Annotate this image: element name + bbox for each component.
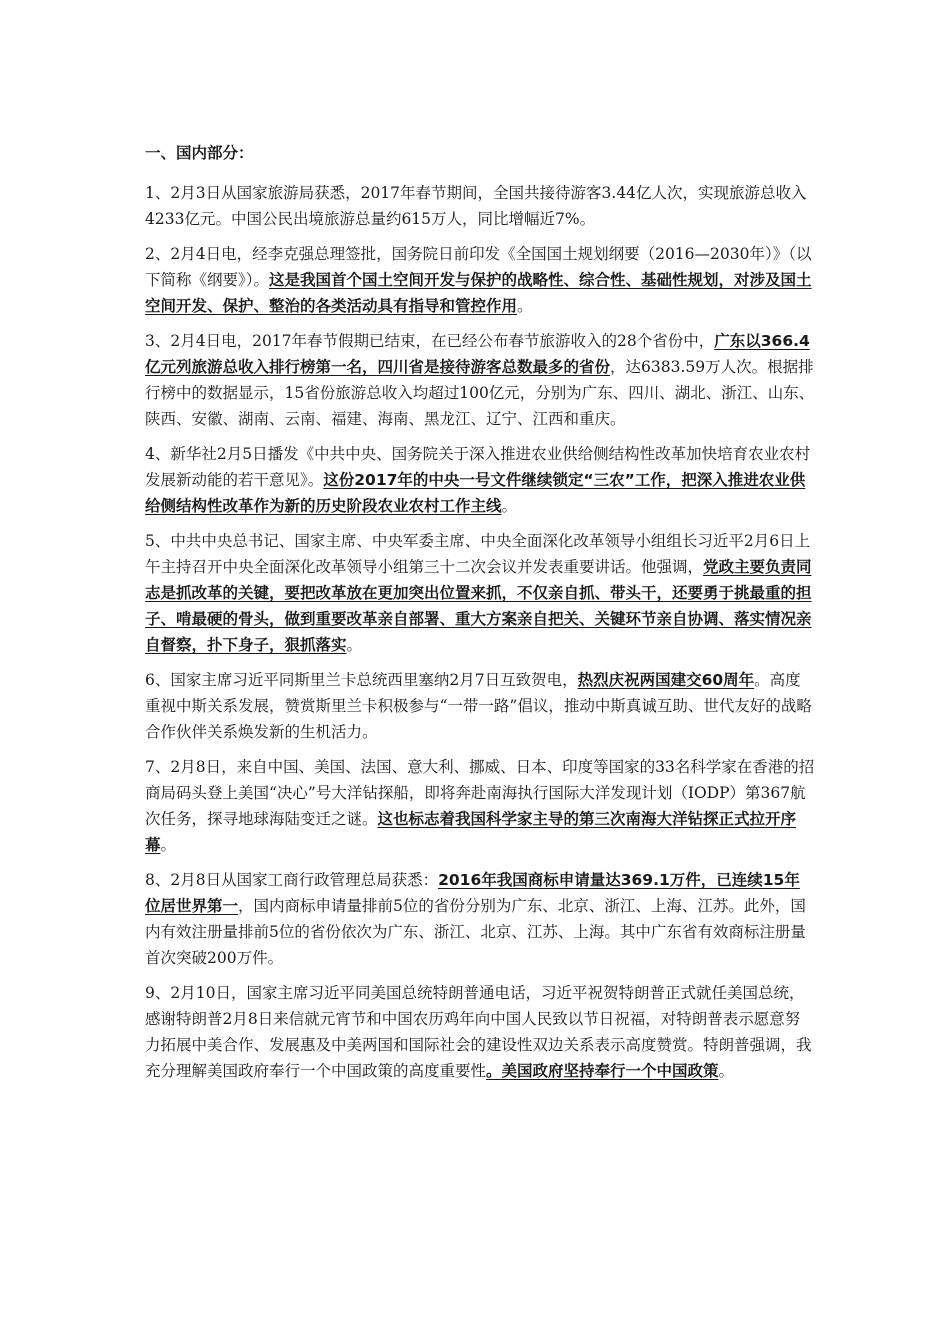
body-text: 6、国家主席习近平同斯里兰卡总统西里塞纳2月7日互致贺电，	[145, 671, 578, 689]
news-item-8	[145, 867, 815, 971]
section-heading: 一、国内部分：	[145, 144, 254, 162]
body-text: 8、2月8日从国家工商行政管理总局获悉：	[145, 871, 439, 889]
body-text: 2、2月4日电，经李克强总理签批，国务院日前印发《全国国土规划纲要（2016—2030年）》（以下简称《纲要》）。	[145, 245, 812, 289]
highlighted-text: 这是我国首个国土空间开发与保护的战略性、综合性、基础性规划，对涉及国土空间开发、保护、整治的各类活动具有指导和管控作用	[145, 271, 812, 315]
news-item-9	[145, 980, 815, 1084]
news-item-5	[145, 528, 815, 658]
news-item-1	[145, 180, 815, 232]
body-text: 9、2月10日，国家主席习近平同美国总统特朗普通电话，习近平祝贺特朗普正式就任美国总统，感谢特朗普2月8日来信就元宵节和中国农历鸡年向中国人民致以节日祝福，对特朗普表示愿意努力拓展中美合作、发展惠及中美两国和国际社会的建设性双边关系表示高度赞赏。特朗普强调，我充分理解美国政府奉行一个中国政策的高度重要性	[145, 984, 812, 1080]
news-item-7	[145, 754, 815, 858]
body-text: 。	[718, 1062, 735, 1080]
body-text: 7、2月8日，来自中国、美国、法国、意大利、挪威、日本、印度等国家的33名科学家在香港的招商局码头登上美国“决心”号大洋钻探船，即将奔赴南海执行国际大洋发现计划（IODP）第367航次任务，探寻地球海陆变迁之谜。	[145, 758, 815, 828]
highlighted-text: 热烈庆祝两国建交60周年	[577, 671, 755, 689]
highlighted-text: 广东以366.4亿元列旅游总收入排行榜第一名，四川省是接待游客总数最多的省份	[145, 332, 810, 376]
highlighted-text: 这也标志着我国科学家主导的第三次南海大洋钻探正式拉开序幕	[145, 810, 797, 854]
news-item-4	[145, 441, 815, 519]
body-text: 。	[517, 297, 533, 315]
document-page	[145, 140, 815, 1093]
body-text: ，国内商标申请量排前5位的省份分别为广东、北京、浙江、上海、江苏。此外，国内有效注册量排前5位的省份依次为广东、浙江、北京、江苏、上海。其中广东省有效商标注册量首次突破200万件。	[145, 897, 806, 967]
body-text: ，达6383.59万人次。根据排行榜中的数据显示，15省份旅游总收入均超过100亿元，分别为广东、四川、湖北、浙江、山东、陕西、安徽、湖南、云南、福建、海南、黑龙江、辽宁、江西和重庆。	[145, 358, 815, 428]
body-text: 。	[160, 836, 177, 854]
news-item-2	[145, 241, 815, 319]
news-item-6	[145, 667, 815, 745]
body-text: 。	[501, 497, 518, 515]
highlighted-text: 2016年我国商标申请量达369.1万件，已连续15年位居世界第一	[145, 871, 800, 915]
body-text: 5、中共中央总书记、国家主席、中央军委主席、中央全面深化改革领导小组组长习近平2月6日上午主持召开中央全面深化改革领导小组第三十二次会议并发表重要讲话。他强调，	[145, 532, 811, 576]
highlighted-text: 党政主要负责同志是抓改革的关键，要把改革放在更加突出位置来抓，不仅亲自抓、带头干，还要勇于挑最重的担子、啃最硬的骨头，做到重要改革亲自部署、重大方案亲自把关、关键环节亲自协调、落实情况亲自督察，扑下身子，狠抓落实	[145, 558, 812, 654]
highlighted-text: 。美国政府坚持奉行一个中国政策	[486, 1062, 719, 1080]
body-text: 3、2月4日电，2017年春节假期已结束，在已经公布春节旅游收入的28个省份中，	[145, 332, 715, 350]
body-text: 。	[346, 636, 363, 654]
body-text: 4、新华社2月5日播发《中共中央、国务院关于深入推进农业供给侧结构性改革加快培育农业农村发展新动能的若干意见》。	[145, 445, 811, 489]
body-text: 。高度重视中斯关系发展，赞赏斯里兰卡积极参与“一带一路”倡议，推动中斯真诚互助、世代友好的战略合作伙伴关系焕发新的生机活力。	[145, 671, 812, 741]
news-item-3	[145, 328, 815, 432]
news-list	[145, 180, 815, 1084]
highlighted-text: 这份2017年的中央一号文件继续锁定“三农”工作，把深入推进农业供给侧结构性改革作为新的历史阶段农业农村工作主线	[145, 471, 806, 515]
body-text: 1、2月3日从国家旅游局获悉，2017年春节期间，全国共接待游客3.44亿人次，实现旅游总收入4233亿元。中国公民出境旅游总量约615万人，同比增幅近7%。	[145, 184, 807, 228]
